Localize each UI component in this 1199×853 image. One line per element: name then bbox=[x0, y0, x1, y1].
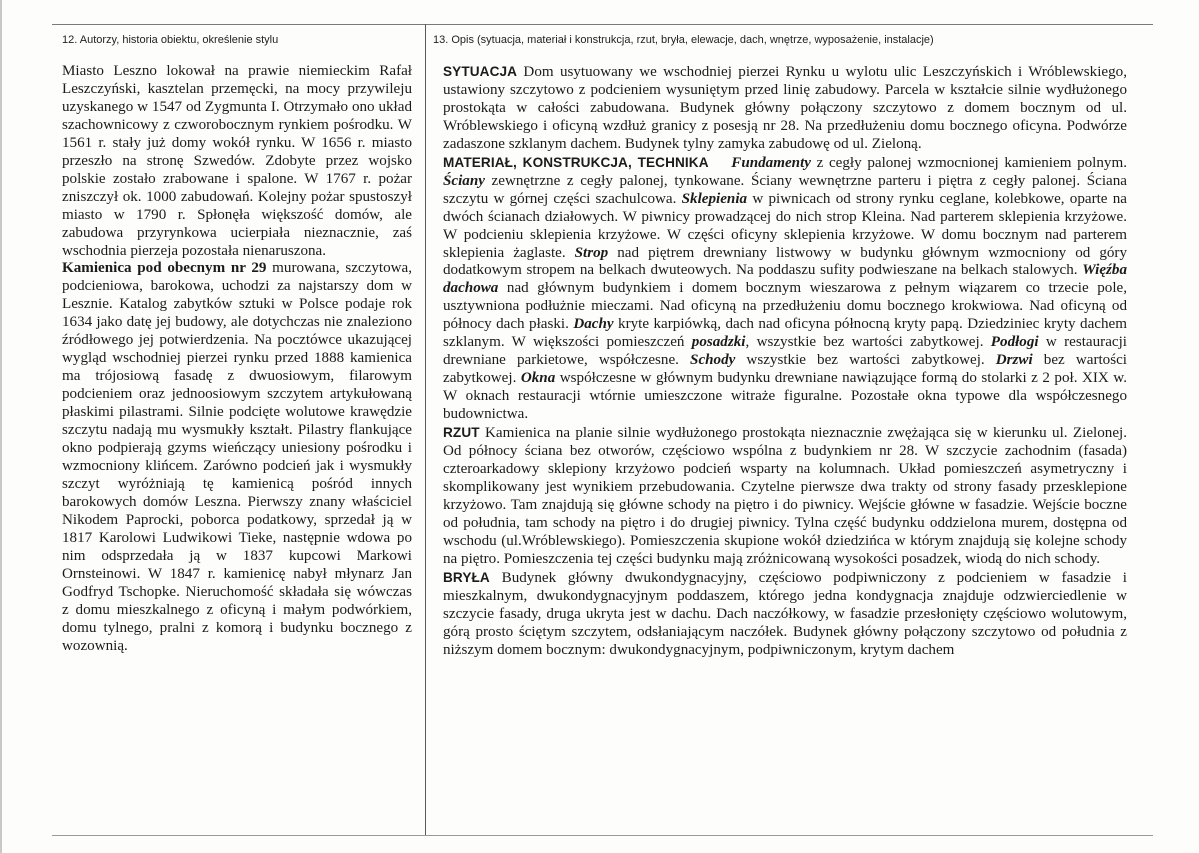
sciany-keyword: Ściany bbox=[443, 172, 485, 189]
strop-keyword: Strop bbox=[574, 244, 609, 261]
right-section-header: 13. Opis (sytuacja, materiał i konstrukcja, rzut, bryła, elewacje, dach, wnętrze, wyposażenie, instalacje) bbox=[433, 34, 934, 46]
podlogi-text: w restauracji drewniane parkietowe, współczesne. bbox=[443, 334, 1127, 369]
bottom-rule bbox=[52, 835, 1153, 836]
tenement-paragraph bbox=[62, 260, 412, 655]
sciany-text: zewnętrzne z cegły palonej, tynkowane. Ściany wewnętrzne parteru i piętra z cegły palonej. Ściana szczytu w górnej części szachulcowa. bbox=[443, 172, 1127, 207]
rzut-label: RZUT bbox=[443, 425, 480, 441]
dachy-keyword: Dachy bbox=[573, 316, 614, 333]
history-text: Miasto Leszno lokował na prawie niemieckim Rafał Leszczyński, kasztelan przemęcki, na mocy przywileju uzyskanego w 1547 od Zygmunta I. Otrzymało ono układ szachownicowy z czworobocznym rynkiem pośrodku. W 1561 r. stały już domy wokół rynku. W 1656 r. miasto przeszło na stronę Szwedów. Zdobyte przez wojsko polskie zostało zrabowane i spalone. W 1767 r. pożar zniszczył ok. 1000 zabudowań. Kolejny pożar spustoszył miasto w 1790 r. Spłonęła większość domów, ale zabudowa przyrynkowa ucierpiała nieznacznie, zaś wschodnia pierzeja pozostała nienaruszona. bbox=[62, 63, 412, 259]
podlogi-keyword: Podłogi bbox=[990, 334, 1039, 351]
drzwi-text: bez wartości zabytkowej. bbox=[443, 352, 1127, 387]
sytuacja-label: SYTUACJA bbox=[443, 64, 518, 79]
top-rule bbox=[52, 24, 1153, 25]
tenement-lead: Kamienica pod obecnym nr 29 bbox=[62, 260, 267, 277]
history-paragraph bbox=[62, 63, 412, 260]
column-divider bbox=[425, 24, 426, 836]
bryla-text: Budynek główny dwukondygnacyjny, częściowo podpiwniczony z podcieniem w fasadzie i mieszkalnym, dwukondygnacyjnym poddaszem, którego jedna kondygnacja znajduje odzwierciedlenie w szczycie fasady, druga ukryta jest w dachu. Dach naczółkowy, w fasadzie przesłonięty częściowo wolutowym, górą prosto ściętym szczytem, odsłaniającym naczółek. Budynek główny połączony szczytowo od południa z niższym domem bocznym: dwukondygnacyjnym, podpiwniczonym, krytym dachem bbox=[443, 569, 1127, 658]
material-paragraph bbox=[443, 154, 1127, 424]
okna-text: współczesne w głównym budynku drewniane nawiązujące formą do stolarki z 2 poł. XIX w. W oknach restauracji wtórnie umieszczone witraże figuralne. Pozostałe okna typowe dla współczesnego budownictwa. bbox=[443, 370, 1127, 423]
dachy-text: kryte karpiówką, dach nad oficyna północną kryty papą. Dziedziniec kryty dachem szklanym. W większości pomieszczeń bbox=[443, 316, 1127, 351]
rzut-paragraph bbox=[443, 424, 1127, 569]
bryla-paragraph bbox=[443, 569, 1127, 660]
page-edge bbox=[0, 0, 2, 853]
wiezba-text: nad głównym budynkiem i domem bocznym wieszarowa z pełnym wiązarem co trzecie pole, usztywniona podłużnie mieczami. Nad oficyną na przedłużeniu domu bocznego krokwiowa. Nad oficyną od północy dach płaski. bbox=[443, 280, 1127, 333]
sytuacja-paragraph bbox=[443, 63, 1127, 154]
sklepienia-keyword: Sklepienia bbox=[681, 190, 748, 207]
fundamenty-text: z cegły palonej wzmocnionej kamieniem polnym. bbox=[810, 154, 1127, 171]
material-label: MATERIAŁ, KONSTRUKCJA, TECHNIKA bbox=[443, 154, 709, 170]
sklepienia-text: w piwnicach od strony rynku ceglane, kolebkowe, oparte na dwóch ścianach działowych. W piwnicy prowadzącej do nich strop Kleina. Nad parterem sklepienia krzyżowe. W podcieniu sklepienia krzyżowe. W części oficyny sklepienia krzyżowe. W domu bocznym nad parterem sklepienia żaglaste. bbox=[443, 190, 1127, 261]
bryla-label: BRYŁA bbox=[443, 569, 490, 585]
posadzki-text: , wszystkie bez wartości zabytkowej. bbox=[745, 334, 991, 351]
left-section-header: 12. Autorzy, historia obiektu, określenie stylu bbox=[62, 34, 279, 46]
description-column bbox=[443, 63, 1127, 659]
okna-keyword: Okna bbox=[520, 370, 556, 387]
sytuacja-text: Dom usytuowany we wschodniej pierzei Rynku u wylotu ulic Leszczyńskich i Wróblewskiego, ustawiony szczytowo z podcieniem wysuniętym przed linię zabudowy. Parcela w kształcie silnie wydłużonego prostokąta w całości zabudowana. Budynek główny połączony szczytowo z domem bocznym od ul. Wróblewskiego i oficyną wzdłuż granicy z posesją nr 28. Na przedłużeniu domu bocznego oficyna. Podwórze zadaszone szklanym dachem. Budynek tylny zamyka zabudowę od ul. Zieloną. bbox=[443, 64, 1127, 152]
fundamenty-keyword: Fundamenty bbox=[731, 154, 811, 171]
schody-keyword: Schody bbox=[690, 352, 736, 369]
wiezba-keyword: Więźba dachowa bbox=[443, 262, 1127, 297]
history-column bbox=[62, 63, 412, 655]
strop-text: nad piętrem drewniany listwowy w budynku głównym wzmocniony od góry dodatkowym stropem na belkach dwuteowych. Na poddaszu sufity podwieszane na belkach stalowych. bbox=[443, 244, 1127, 279]
tenement-text: murowana, szczytowa, podcieniowa, barokowa, uchodzi za najstarszy dom w Lesznie. Katalog zabytków sztuki w Polsce podaje rok 1634 jako datę jej budowy, ale dotychczas nie znaleziono źródłowego jej potwierdzenia. Na pocztówce ukazującej wygląd wschodniej pierzei rynku przed 1888 kamienica ma trójosiową fasadę z dwuosiowym, filarowym podcieniem oraz jednoosiowym szczytem artykułowaną płaskimi pilastrami. Silnie podcięte wolutowe krawędzie szczytu nadają mu wysmukły kształt. Pilastry flankujące okno podpierają gzyms wieńczący uniesiony pośrodku i wzmocniony klińcem. Zarówno podcień jak i wysmukły szczyt wyróżniają tę kamienicą pośród innych barokowych domów Leszna. Pierwszy znany właściciel Nikodem Paprocki, poborca podatkowy, sprzedał ją w 1817 Karolowi Ludwikowi Tieke, następnie wdowa po nim odsprzedała ją w 1837 kupcowi Markowi Ornsteinowi. W 1847 r. kamienicę nabył młynarz Jan Godfryd Tschopke. Nieruchomość składała się wówczas z domu mieszkalnego z oficyną i małym podwórkiem, domu tylnego, pralni z komorą i budynku bocznego z wozownią. bbox=[62, 260, 412, 654]
posadzki-keyword: posadzki bbox=[691, 334, 746, 351]
drzwi-keyword: Drzwi bbox=[995, 352, 1033, 369]
schody-text: wszystkie bez wartości zabytkowej. bbox=[735, 352, 996, 369]
rzut-text: Kamienica na planie silnie wydłużonego prostokąta nieznacznie zwężająca się w kierunku ul. Zielonej. Od północy ściana bez otworów, częściowo wspólna z budynkiem nr 28. W szczycie zachodnim (fasada) czteroarkadowy sklepiony krzyżowo podcień wsparty na kolumnach. Układ pomieszczeń asymetryczny i skomplikowany jest wynikiem przebudowania. Czytelne pierwsze dwa trakty od strony fasady przesklepione krzyżowo. Tam znajdują się główne schody na piętro i do piwnicy. Wejście główne w fasadzie. Wejście boczne od południa, tam schody na piętro i do drugiej piwnicy. Tylna część budynku oddzielona murem, dostępna od wschodu (ul.Wróblewskiego). Pomieszczenia skupione wokół dziedzińca w którym znajdują się kolejne schody na piętro. Pomieszczenia tej części budynku mają zróżnicowaną wysokości posadzek, wiodą do nich schody. bbox=[443, 425, 1127, 567]
